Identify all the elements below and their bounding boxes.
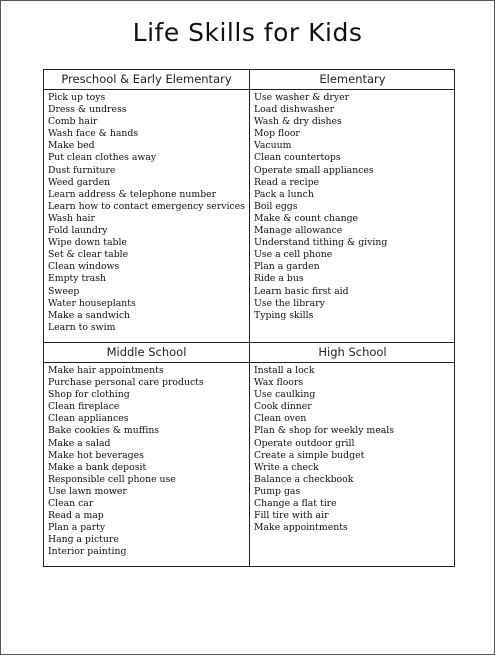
list-item: Purchase personal care products [48, 377, 204, 389]
list-item: Responsible cell phone use [48, 473, 176, 485]
list-item: Operate outdoor grill [254, 437, 355, 449]
section-preschool [44, 70, 250, 343]
list-item: Clean windows [48, 261, 120, 273]
list-item: Bake cookies & muffins [48, 425, 160, 437]
list-item: Read a map [48, 510, 104, 522]
skills-list [250, 90, 455, 322]
list-item: Make appointments [254, 522, 348, 534]
list-item: Shop for clothing [48, 389, 130, 401]
list-item: Pump gas [254, 485, 301, 497]
list-item: Typing skills [254, 309, 314, 321]
section-heading: High School [250, 343, 455, 363]
list-item: Wipe down table [48, 237, 127, 249]
section-heading: Elementary [250, 70, 455, 90]
list-item: Create a simple budget [254, 449, 365, 461]
list-item: Make a sandwich [48, 309, 131, 321]
list-item: Vacuum [254, 140, 292, 152]
list-item: Ride a bus [254, 273, 304, 285]
list-item: Manage allowance [254, 225, 343, 237]
list-item: Plan a party [48, 522, 106, 534]
section-middle-school [44, 343, 250, 567]
list-item: Learn basic first aid [254, 285, 349, 297]
list-item: Hang a picture [48, 534, 119, 546]
list-item: Operate small appliances [254, 164, 374, 176]
list-item: Wash face & hands [48, 128, 139, 140]
skills-table [43, 69, 455, 567]
list-item: Make a bank deposit [48, 461, 147, 473]
list-item: Change a flat tire [254, 498, 337, 510]
list-item: Understand tithing & giving [254, 237, 388, 249]
list-item: Fold laundry [48, 225, 108, 237]
list-item: Clean countertops [254, 152, 341, 164]
section-heading: Preschool & Early Elementary [44, 70, 249, 90]
list-item: Make bed [48, 140, 95, 152]
list-item: Clean fireplace [48, 401, 120, 413]
list-item: Make hair appointments [48, 365, 164, 376]
list-item: Clean appliances [48, 413, 129, 425]
list-item: Install a lock [254, 365, 315, 376]
list-item: Fill tire with air [254, 510, 329, 522]
list-item: Wash & dry dishes [254, 116, 342, 128]
list-item: Set & clear table [48, 249, 129, 261]
skills-list [44, 363, 249, 559]
list-item: Load dishwasher [254, 104, 335, 116]
list-item: Water houseplants [48, 297, 136, 309]
list-item: Mop floor [254, 128, 300, 140]
list-item: Plan a garden [254, 261, 320, 273]
list-item: Clean car [48, 498, 94, 510]
skills-list [44, 90, 249, 334]
list-item: Read a recipe [254, 176, 320, 188]
list-item: Pick up toys [48, 92, 106, 103]
list-item: Learn how to contact emergency services [48, 200, 245, 212]
list-item: Use caulking [254, 389, 316, 401]
list-item: Learn address & telephone number [48, 188, 217, 200]
list-item: Weed garden [48, 176, 111, 188]
list-item: Make hot beverages [48, 449, 144, 461]
list-item: Boil eggs [254, 200, 298, 212]
list-item: Use the library [254, 297, 325, 309]
list-item: Balance a checkbook [254, 473, 354, 485]
list-item: Wash hair [48, 212, 95, 224]
list-item: Sweep [48, 285, 80, 297]
list-item: Put clean clothes away [48, 152, 157, 164]
list-item: Clean oven [254, 413, 307, 425]
list-item: Use washer & dryer [254, 92, 350, 103]
skills-list [250, 363, 455, 534]
list-item: Plan & shop for weekly meals [254, 425, 395, 437]
list-item: Use lawn mower [48, 485, 127, 497]
list-item: Dust furniture [48, 164, 116, 176]
section-heading: Middle School [44, 343, 249, 363]
list-item: Write a check [254, 461, 319, 473]
list-item: Empty trash [48, 273, 106, 285]
list-item: Dress & undress [48, 104, 127, 116]
page-title: Life Skills for Kids [132, 18, 363, 47]
list-item: Pack a lunch [254, 188, 314, 200]
list-item: Learn to swim [48, 321, 116, 333]
list-item: Cook dinner [254, 401, 312, 413]
list-item: Use a cell phone [254, 249, 333, 261]
section-high-school [250, 343, 455, 567]
section-elementary [250, 70, 455, 343]
list-item: Make a salad [48, 437, 111, 449]
list-item: Make & count change [254, 212, 359, 224]
list-item: Interior painting [48, 546, 127, 558]
list-item: Comb hair [48, 116, 98, 128]
list-item: Wax floors [254, 377, 304, 389]
